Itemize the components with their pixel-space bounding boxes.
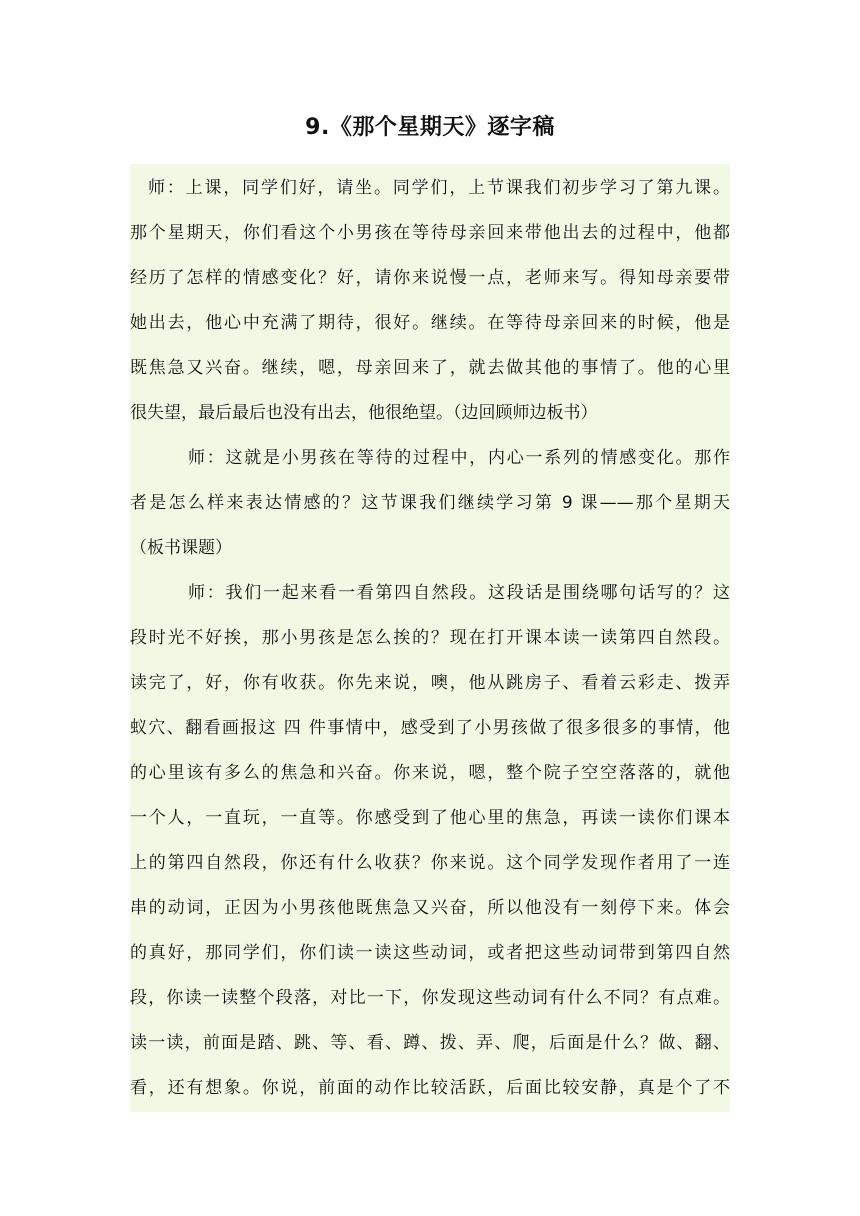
text-line: 的真好，那同学们，你们读一读这些动词，或者把这些动词带到第四自然	[130, 943, 730, 963]
text-line: 串的动词，正因为小男孩他既焦急又兴奋，所以他没有一刻停下来。体会	[130, 898, 730, 918]
text-line: 看，还有想象。你说，前面的动作比较活跃，后面比较安静，真是个了不	[130, 1078, 730, 1098]
transcript-body	[130, 164, 730, 1112]
text-line: 既焦急又兴奋。继续，嗯，母亲回来了，就去做其他的事情了。他的心里	[130, 358, 730, 378]
text-line: 者是怎么样来表达情感的？这节课我们继续学习第 9 课——那个星期天	[130, 493, 730, 513]
text-line: （板书课题）	[130, 538, 232, 558]
text-line: 段时光不好挨，那小男孩是怎么挨的？现在打开课本读一读第四自然段。	[130, 628, 730, 648]
text-line: 经历了怎样的情感变化？好，请你来说慢一点，老师来写。得知母亲要带	[130, 268, 730, 288]
text-line: 她出去，他心中充满了期待，很好。继续。在等待母亲回来的时候，他是	[130, 313, 730, 333]
text-line: 的心里该有多么的焦急和兴奋。你来说，嗯，整个院子空空落落的，就他	[130, 763, 730, 783]
text-line: 那个星期天，你们看这个小男孩在等待母亲回来带他出去的过程中，他都	[130, 223, 730, 243]
document-title: 9.《那个星期天》逐字稿	[305, 115, 555, 140]
text-line: 读完了，好，你有收获。你先来说，噢，他从跳房子、看着云彩走、拨弄	[130, 673, 730, 693]
text-line: 读一读，前面是踏、跳、等、看、蹲、拨、弄、爬，后面是什么？做、翻、	[130, 1033, 730, 1053]
text-line: 一个人，一直玩，一直等。你感受到了他心里的焦急，再读一读你们课本	[130, 808, 730, 828]
text-line: 师：上课，同学们好，请坐。同学们，上节课我们初步学习了第九课。	[148, 178, 730, 198]
text-line: 很失望，最后最后也没有出去，他很绝望。（边回顾师边板书）	[130, 403, 598, 423]
text-line: 师：我们一起来看一看第四自然段。这段话是围绕哪句话写的？这	[188, 583, 730, 603]
text-line: 师：这就是小男孩在等待的过程中，内心一系列的情感变化。那作	[188, 448, 730, 468]
text-line: 段，你读一读整个段落，对比一下，你发现这些动词有什么不同？有点难。	[130, 988, 730, 1008]
text-line: 蚁穴、翻看画报这 四 件事情中，感受到了小男孩做了很多很多的事情，他	[130, 718, 730, 738]
text-line: 上的第四自然段，你还有什么收获？你来说。这个同学发现作者用了一连	[130, 853, 730, 873]
